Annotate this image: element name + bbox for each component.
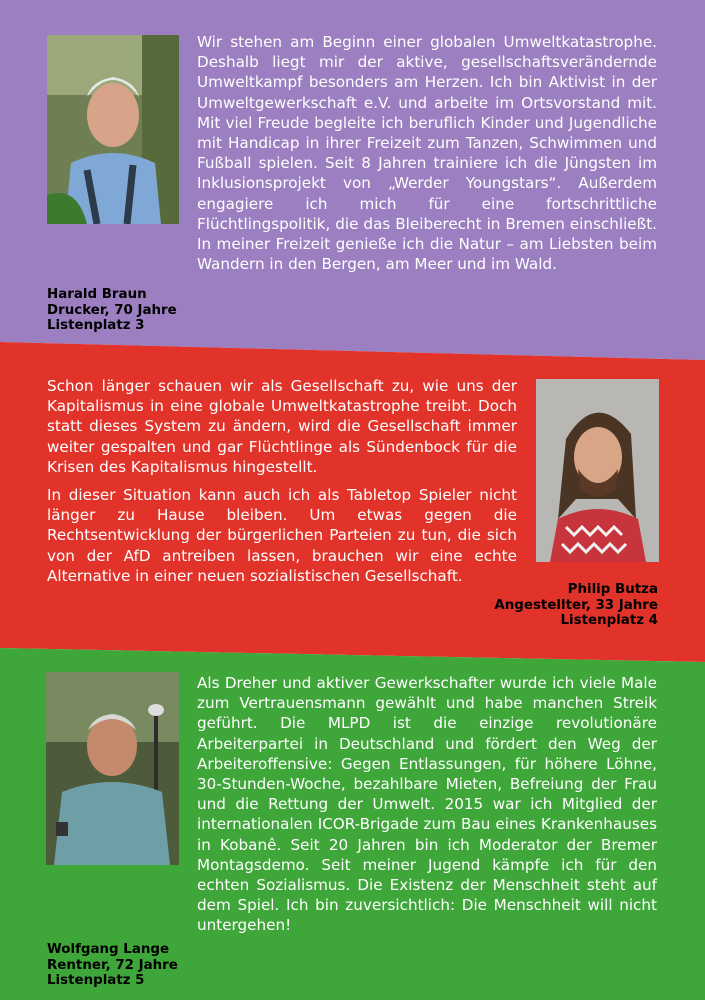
- candidate-list-position: Listenplatz 4: [560, 613, 658, 628]
- candidate-list-position: Listenplatz 5: [47, 973, 145, 988]
- candidate-list-position: Listenplatz 3: [47, 318, 145, 333]
- photo-philip-butza: [536, 379, 659, 562]
- candidate-role: Angestellter, 33 Jahre: [494, 597, 658, 613]
- candidate-name: Philip Butza: [567, 582, 658, 597]
- candidate-role: Rentner, 72 Jahre: [47, 957, 178, 973]
- signature-harald-braun: [47, 287, 177, 334]
- candidate-name: Harald Braun: [47, 287, 147, 302]
- section1-text: Wir stehen am Beginn einer globalen Umweltkatastrophe. Deshalb liegt mir der aktive, gesellschaftsverändernde Umweltkampf besonders am Herzen. Ich bin Aktivist in der Umweltgewerkschaft e.V. und arbeite im Ortsvorstand mit. Mit viel Freude begleite ich beruflich Kinder und Jugendliche mit Handicap in ihrer Freizeit zum Tanzen, Schwimmen und Fußball spielen. Seit 8 Jahren trainiere ich die Jüngsten im Inklusionsprojekt von „Werder Youngstars“. Außerdem engagiere ich mich für eine fortschrittliche Flüchtlingspolitik, die das Bleiberecht in Bremen einschließt. In meiner Freizeit genieße ich die Natur – am Liebsten beim Wandern in den Bergen, am Meer und im Wald.: [197, 33, 657, 274]
- signature-wolfgang-lange: [47, 942, 178, 989]
- photo-wolfgang-lange: [46, 672, 179, 865]
- section2-paragraph-1: Schon länger schauen wir als Gesellschaft zu, wie uns der Kapitalismus in eine globale Umweltkatastrophe treibt. Doch statt dieses System zu ändern, wird die Gesellschaft immer weiter gespalten und gar Flüchtlinge als Sündenbock für die Krisen des Kapitalismus hingestellt.: [47, 377, 517, 476]
- photo-harald-braun: [47, 35, 179, 224]
- candidate-name: Wolfgang Lange: [47, 942, 170, 957]
- signature-philip-butza: [455, 582, 658, 629]
- section2-text: [47, 376, 517, 594]
- section2-paragraph-2: In dieser Situation kann auch ich als Tabletop Spieler nicht länger zu Hause bleiben. Um etwas gegen die Rechtsentwicklung der bürgerlichen Parteien zu tun, die sich von der AfD antreiben lassen, brauchen wir eine echte Alternative in einer neuen sozialistischen Gesellschaft.: [47, 486, 517, 585]
- section3-text: Als Dreher und aktiver Gewerkschafter wurde ich viele Male zum Vertrauensmann gewählt und habe manchen Streik geführt. Die MLPD ist die einzige revolutionäre Arbeiterpartei in Deutschland und fördert den Weg der Arbeiteroffensive: Gegen Entlassungen, für höhere Löhne, 30-Stunden-Woche, bezahlbare Mieten, Befreiung der Frau und die Rettung der Umwelt. 2015 war ich Mitglied der internationalen ICOR-Brigade zum Bau eines Krankenhauses in Kobanê. Seit 20 Jahren bin ich Moderator der Bremer Montagsdemo. Seit meiner Jugend kämpfe ich für den echten Sozialismus. Die Existenz der Menschheit steht auf dem Spiel. Ich bin zuversichtlich: Die Menschheit will nicht untergehen!: [197, 674, 657, 935]
- candidate-role: Drucker, 70 Jahre: [47, 302, 177, 318]
